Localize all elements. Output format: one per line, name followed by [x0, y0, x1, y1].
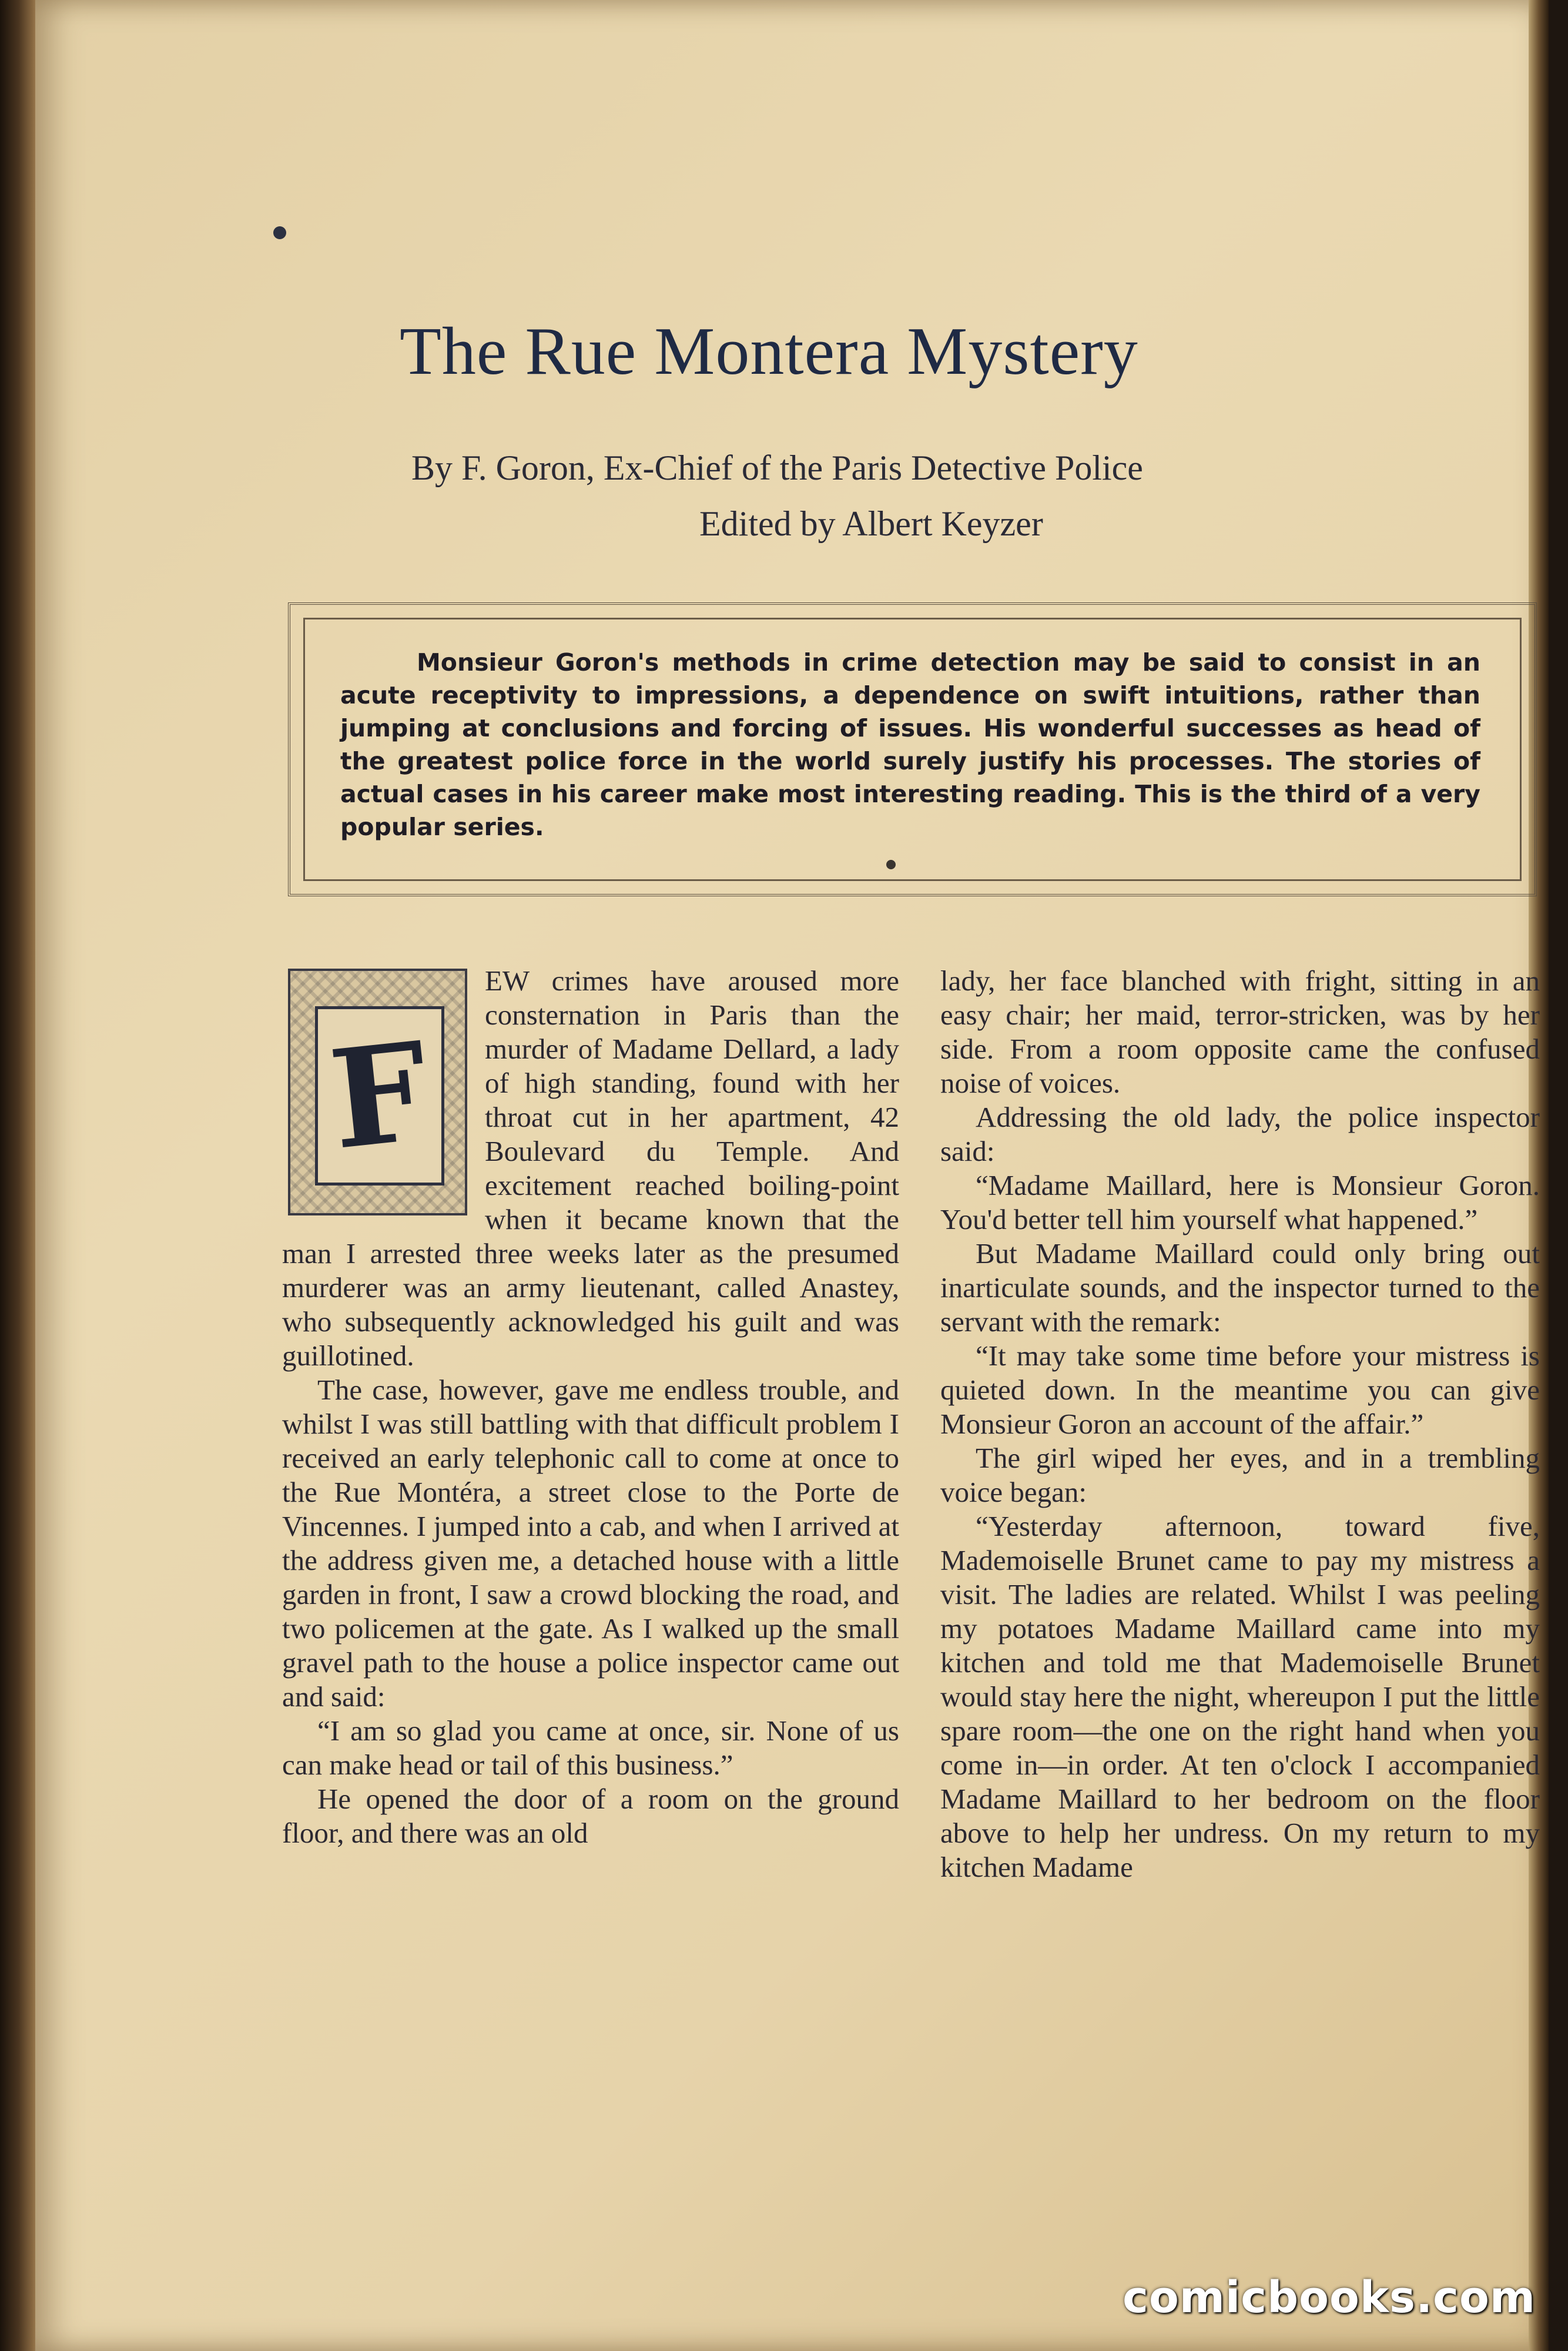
ornament-dot [273, 226, 286, 239]
paragraph: “I am so glad you came at once, sir. None of us can make head or tail of this business.” [282, 1714, 899, 1781]
intro-ornament-dot [886, 860, 896, 869]
paragraph: Addressing the old lady, the police inspector said: [940, 1101, 1540, 1167]
site-watermark: comicbooks.com [1123, 2272, 1536, 2323]
dropcap-frame [315, 1006, 444, 1185]
dropcap-letter: F [323, 1012, 436, 1180]
article-byline: By F. Goron, Ex-Chief of the Paris Detective Police [411, 448, 1143, 487]
paragraph: But Madame Maillard could only bring out inarticulate sounds, and the inspector turned to the servant with the remark: [940, 1237, 1540, 1338]
left-column [282, 964, 899, 1850]
article-title: The Rue Montera Mystery [400, 314, 1138, 389]
intro-text: Monsieur Goron's methods in crime detection may be said to consist in an acute receptivity to impressions, a dependence on swift intuitions, rather than jumping at conclusions and forcing of issues. His wonderful successes as head of the greatest police force in the world surely justify his processes. The stories of actual cases in his career make most interesting reading. This is the third of a very popular series. [340, 648, 1480, 841]
paragraph: EW crimes have aroused more consternation in Paris than the murder of Madame Dellard, a lady of high standing, found with her throat cut in her apartment, 42 Boulevard du Temple. And excitement reached boiling-point when it became known that the man I arrested three weeks later as the presumed murderer was an army lieutenant, called Anastey, who subsequently acknowledged his guilt and was guillotined. [282, 964, 899, 1372]
dropcap-ornament [288, 969, 467, 1215]
article-editor: Edited by Albert Keyzer [699, 504, 1043, 543]
paragraph: “It may take some time before your mistress is quieted down. In the meantime you can give Monsieur Goron an account of the affair.” [940, 1339, 1540, 1440]
paragraph: The girl wiped her eyes, and in a trembling voice began: [940, 1442, 1540, 1508]
paragraph: lady, her face blanched with fright, sitting in an easy chair; her maid, terror-stricken, was by her side. From a room opposite came the confused noise of voices. [940, 964, 1540, 1099]
paragraph: He opened the door of a room on the ground floor, and there was an old [282, 1783, 899, 1849]
paragraph: “Madame Maillard, here is Monsieur Goron. You'd better tell him yourself what happened.” [940, 1169, 1540, 1235]
intro-box [288, 602, 1537, 896]
paragraph: “Yesterday afternoon, toward five, Mademoiselle Brunet came to pay my mistress a visit. The ladies are related. Whilst I was peeling my potatoes Madame Maillard came into my kitchen and told me that Mademoiselle Brunet would stay here the night, whereupon I put the little spare room—the one on the right hand when you come in—in order. At ten o'clock I accompanied Madame Maillard to her bedroom on the floor above to help her undress. On my return to my kitchen Madame [940, 1510, 1540, 1883]
paragraph: The case, however, gave me endless trouble, and whilst I was still battling with that difficult problem I received an early telephonic call to come at once to the Rue Montéra, a street close to the Porte de Vincennes. I jumped into a cab, and when I arrived at the address given me, a detached house with a little garden in front, I saw a crowd blocking the road, and two policemen at the gate. As I walked up the small gravel path to the house a police inspector came out and said: [282, 1374, 899, 1713]
right-column [940, 964, 1540, 1884]
